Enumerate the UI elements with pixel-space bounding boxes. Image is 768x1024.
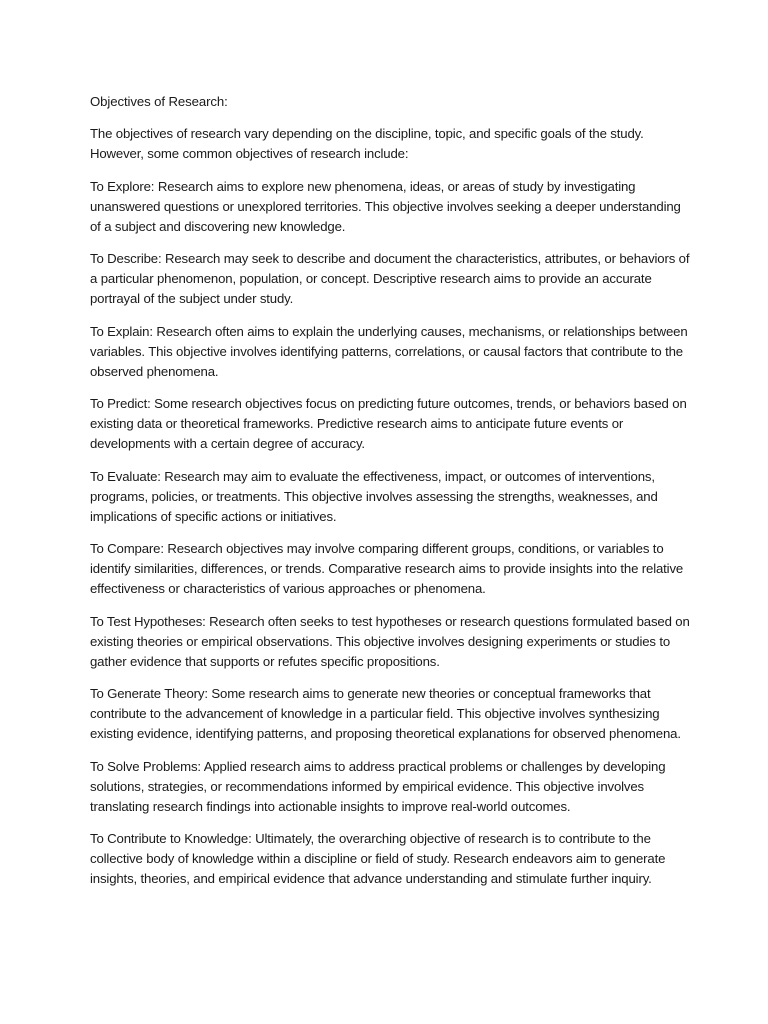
paragraph-evaluate: To Evaluate: Research may aim to evaluate the effectiveness, impact, or outcomes of interventions, programs, policies, or treatments. This objective involves assessing the strengths, weaknesses, and implications of specific actions or initiatives. xyxy=(90,468,658,524)
paragraph-predict: To Predict: Some research objectives focus on predicting future outcomes, trends, or behaviors based on existing data or theoretical frameworks. Predictive research aims to anticipate future events or developments with a certain degree of accuracy. xyxy=(90,396,687,451)
intro-paragraph: The objectives of research vary depending on the discipline, topic, and specific goals of the study. However, some common objectives of research include: xyxy=(90,126,644,161)
document-page xyxy=(90,92,690,902)
paragraph-explore: To Explore: Research aims to explore new phenomena, ideas, or areas of study by investigating unanswered questions or unexplored territories. This objective involves seeking a deeper understanding of a subject and discovering new knowledge. xyxy=(90,178,681,234)
paragraph-describe: To Describe: Research may seek to describe and document the characteristics, attributes, or behaviors of a particular phenomenon, population, or concept. Descriptive research aims to provide an accurate portrayal of the subject under study. xyxy=(90,251,690,306)
paragraph-compare: To Compare: Research objectives may involve comparing different groups, conditions, or variables to identify similarities, differences, or trends. Comparative research aims to provide insights into the relative effectiveness or characteristics of various approaches or phenomena. xyxy=(90,541,684,596)
document-title: Objectives of Research: xyxy=(90,94,228,109)
paragraph-generate-theory: To Generate Theory: Some research aims to generate new theories or conceptual frameworks that contribute to the advancement of knowledge in a particular field. This objective involves synthesizing existing evidence, identifying patterns, and proposing theoretical explanations for observed phenomena. xyxy=(90,686,681,741)
paragraph-contribute-knowledge: To Contribute to Knowledge: Ultimately, the overarching objective of research is to contribute to the collective body of knowledge within a discipline or field of study. Research endeavors aim to generate insights, theories, and empirical evidence that advance understanding and stimulate further inquiry. xyxy=(90,831,666,886)
paragraph-test-hypotheses: To Test Hypotheses: Research often seeks to test hypotheses or research questions formulated based on existing theories or empirical observations. This objective involves designing experiments or studies to gather evidence that supports or refutes specific propositions. xyxy=(90,613,690,669)
paragraph-solve-problems: To Solve Problems: Applied research aims to address practical problems or challenges by developing solutions, strategies, or recommendations informed by empirical evidence. This objective involves translating research findings into actionable insights to improve real-world outcomes. xyxy=(90,758,666,814)
paragraph-explain: To Explain: Research often aims to explain the underlying causes, mechanisms, or relationships between variables. This objective involves identifying patterns, correlations, or causal factors that contribute to the observed phenomena. xyxy=(90,323,688,379)
